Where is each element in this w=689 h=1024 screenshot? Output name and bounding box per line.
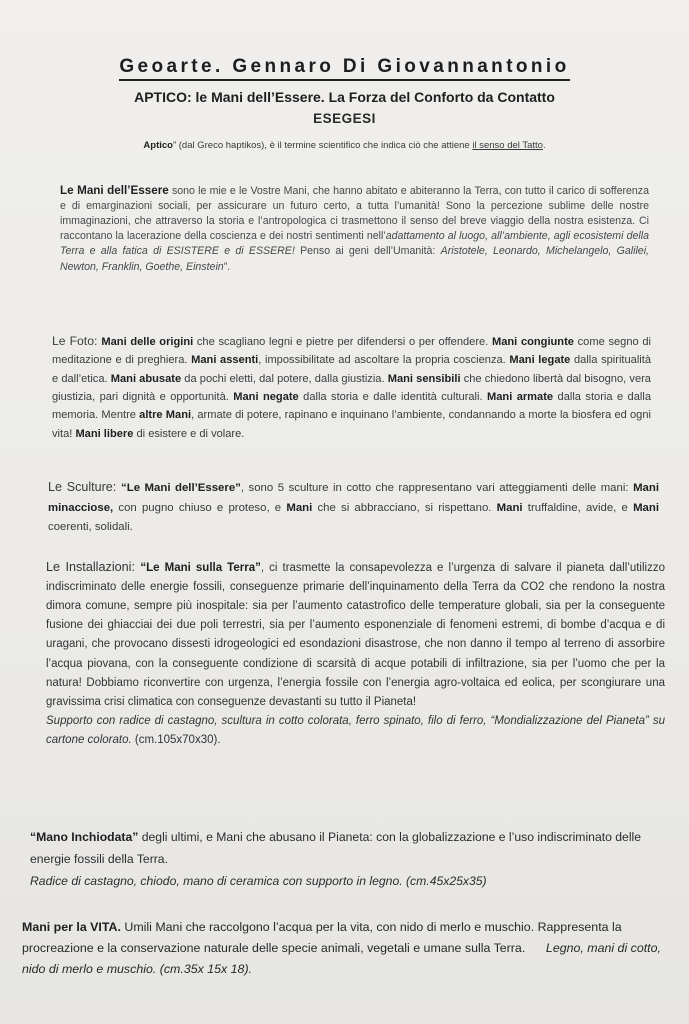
- sculture-b4: Mani: [496, 501, 523, 514]
- mano-inchiodata-text: degli ultimi, e Mani che abusano il Pianeta: con la globalizzazione e l’uso indiscriminato delle energie fossili della Terra.: [30, 830, 642, 867]
- sculture-t5: coerenti, solidali.: [48, 521, 133, 534]
- paragraph-foto: [52, 332, 651, 443]
- foto-b6: Mani sensibili: [387, 372, 461, 385]
- foto-b10: Mani libere: [75, 427, 134, 440]
- foto-t10: di esistere e di volare.: [133, 427, 245, 440]
- aptico-definition: [0, 140, 689, 151]
- foto-b2: Mani congiunte: [491, 336, 574, 349]
- document-header: [0, 0, 689, 151]
- installazioni-b1: “Le Mani sulla Terra”: [140, 561, 261, 574]
- mani-essere-italic2: Aristotele, Leonardo, Michelangelo, Galilei, Newton, Franklin, Goethe, Einstein: [60, 245, 649, 273]
- mano-inchiodata-title: “Mano Inchiodata”: [30, 830, 139, 845]
- foto-t7: dalla storia e dalle identità culturali.: [298, 390, 487, 403]
- sculture-b5: Mani: [633, 501, 660, 514]
- sculture-t3: che si abbracciano, si rispettano.: [312, 501, 497, 514]
- paragraph-mano-inchiodata: [30, 826, 673, 892]
- sculture-t2: con pugno chiuso e proteso, e: [113, 501, 287, 514]
- installazioni-materials: Supporto con radice di castagno, scultura in cotto colorata, ferro spinato, filo di ferro, “Mondializzazione del Pianeta” su cartone colorato.: [46, 715, 665, 747]
- mani-essere-italic1: adattamento al luogo, all’ambiente, agli ecosistemi della Terra e alla fatica di ESISTERE e di ESSERE!: [60, 230, 649, 258]
- foto-b9: altre Mani: [139, 409, 192, 422]
- foto-b4: Mani legate: [509, 354, 571, 367]
- foto-t4: dalla spiritualità e dall’etica.: [52, 354, 652, 385]
- sculture-b2: Mani minacciose,: [48, 482, 660, 514]
- sculture-b1: “Le Mani dell’Essere”: [121, 482, 241, 495]
- installazioni-lead: Le Installazioni:: [46, 559, 141, 574]
- definition-end: .: [542, 140, 546, 151]
- foto-b3: Mani assenti: [191, 354, 259, 367]
- mani-essere-end: ”.: [223, 260, 231, 273]
- mani-essere-lead: Le Mani dell’Essere: [60, 183, 169, 197]
- foto-t5: da pochi eletti, dal potere, dalla giustizia.: [181, 372, 388, 385]
- definition-text: ” (dal Greco haptikos), è il termine scientifico che indica ciò che attiene: [172, 140, 473, 151]
- foto-t8: dalla storia e dalla memoria. Mentre: [52, 390, 651, 422]
- section-heading-esegesi: ESEGESI: [313, 111, 376, 126]
- foto-t3: , impossibilitate ad ascoltare la propria coscienza.: [258, 354, 510, 367]
- paragraph-installazioni: [46, 558, 665, 751]
- mano-inchiodata-materials: Radice di castagno, chiodo, mano di ceramica con supporto in legno. (cm.45x25x35): [30, 874, 487, 889]
- sculture-b3: Mani: [286, 501, 313, 514]
- paragraph-mani-vita: [22, 917, 677, 980]
- foto-t1: che scagliano legni e pietre per difendersi o per offendere.: [193, 336, 492, 349]
- mani-vita-text: Umili Mani che raccolgono l’acqua per la vita, con nido di merlo e muschio. Rappresenta la procreazione e la conservazione naturale delle specie animali, vegetali e umane sulla Terra.: [22, 920, 622, 956]
- mani-vita-title: Mani per la VITA.: [22, 920, 121, 935]
- definition-term: Aptico: [143, 140, 173, 151]
- paragraph-mani-essere: [60, 183, 649, 275]
- paragraph-sculture: [48, 478, 659, 538]
- foto-b8: Mani armate: [487, 390, 554, 403]
- sculture-lead: Le Sculture:: [48, 480, 122, 495]
- mani-vita-materials: Legno, mani di cotto, nido di merlo e muschio. (cm.35x 15x 18).: [22, 941, 661, 977]
- foto-t9: , armate di potere, rapinano e inquinano l’ambiente, condannando a morte la biosfera ed ogni vita!: [52, 409, 651, 440]
- sculture-t4: truffaldine, avide, e: [522, 501, 634, 514]
- foto-b7: Mani negate: [233, 390, 299, 403]
- document-title: Geoarte. Gennaro Di Giovannantonio: [119, 56, 569, 81]
- definition-underlined: il senso del Tatto: [472, 140, 543, 151]
- foto-b5: Mani abusate: [110, 372, 182, 385]
- mani-essere-text2: Penso ai geni dell’Umanità:: [294, 245, 441, 258]
- foto-b1: Mani delle origini: [101, 336, 194, 349]
- foto-t2: come segno di meditazione e di preghiera.: [52, 336, 652, 367]
- foto-lead: Le Foto:: [52, 334, 102, 349]
- mani-essere-text1: sono le mie e le Vostre Mani, che hanno abitato e abiteranno la Terra, con tutto il carico di sofferenza e di emarginazioni sociali, per assicurare un futuro certo, a tutta l’umanità! Sono la percezione sublime delle nostre immaginazioni, che attraverso la storia e l’antropologica ci trasmettono il senso del breve viaggio della nostra esistenza. Ci raccontano la lacerazione della coscienza e dei nostri sentimenti nell’: [60, 184, 649, 243]
- sculture-t1: , sono 5 sculture in cotto che rappresentano vari atteggiamenti delle mani:: [240, 482, 634, 495]
- installazioni-dims: (cm.105x70x30).: [131, 734, 221, 747]
- installazioni-t1: , ci trasmette la consapevolezza e l’urgenza di salvare il pianeta dall’utilizzo indiscriminato delle energie fossili, conseguenze primarie dell’inquinamento della Terra da CO2 che rendono la nostra dimora comune, sempre più inospitale: sia per l’aumento catastrofico delle temperature globali, sia per la conseguente fusione dei ghiacciai dei due poli terrestri, sia per l’aumento esponenziale di fenomeni estremi, di bombe d’acqua e di uragani, che provocano dissesti idrogeologici ed esondazioni disastrose, che non danno il tempo al terreno di assorbire l’acqua piovana, con la conseguente condizione di scarsità di acque potabili di infiltrazione, sia per l’uomo che per la natura! Dobbiamo riconvertire con urgenza, l’energia fossile con l’energia agro-voltaica ed eolica, per scongiurare una gravissima crisi climatica con conseguenze devastanti su tutto il Pianeta!: [46, 561, 665, 708]
- document-subtitle: APTICO: le Mani dell’Essere. La Forza del Conforto da Contatto: [134, 89, 555, 105]
- foto-t6: che chiedono libertà dal bisogno, vera giustizia, pari dignità e opportunità.: [52, 372, 651, 403]
